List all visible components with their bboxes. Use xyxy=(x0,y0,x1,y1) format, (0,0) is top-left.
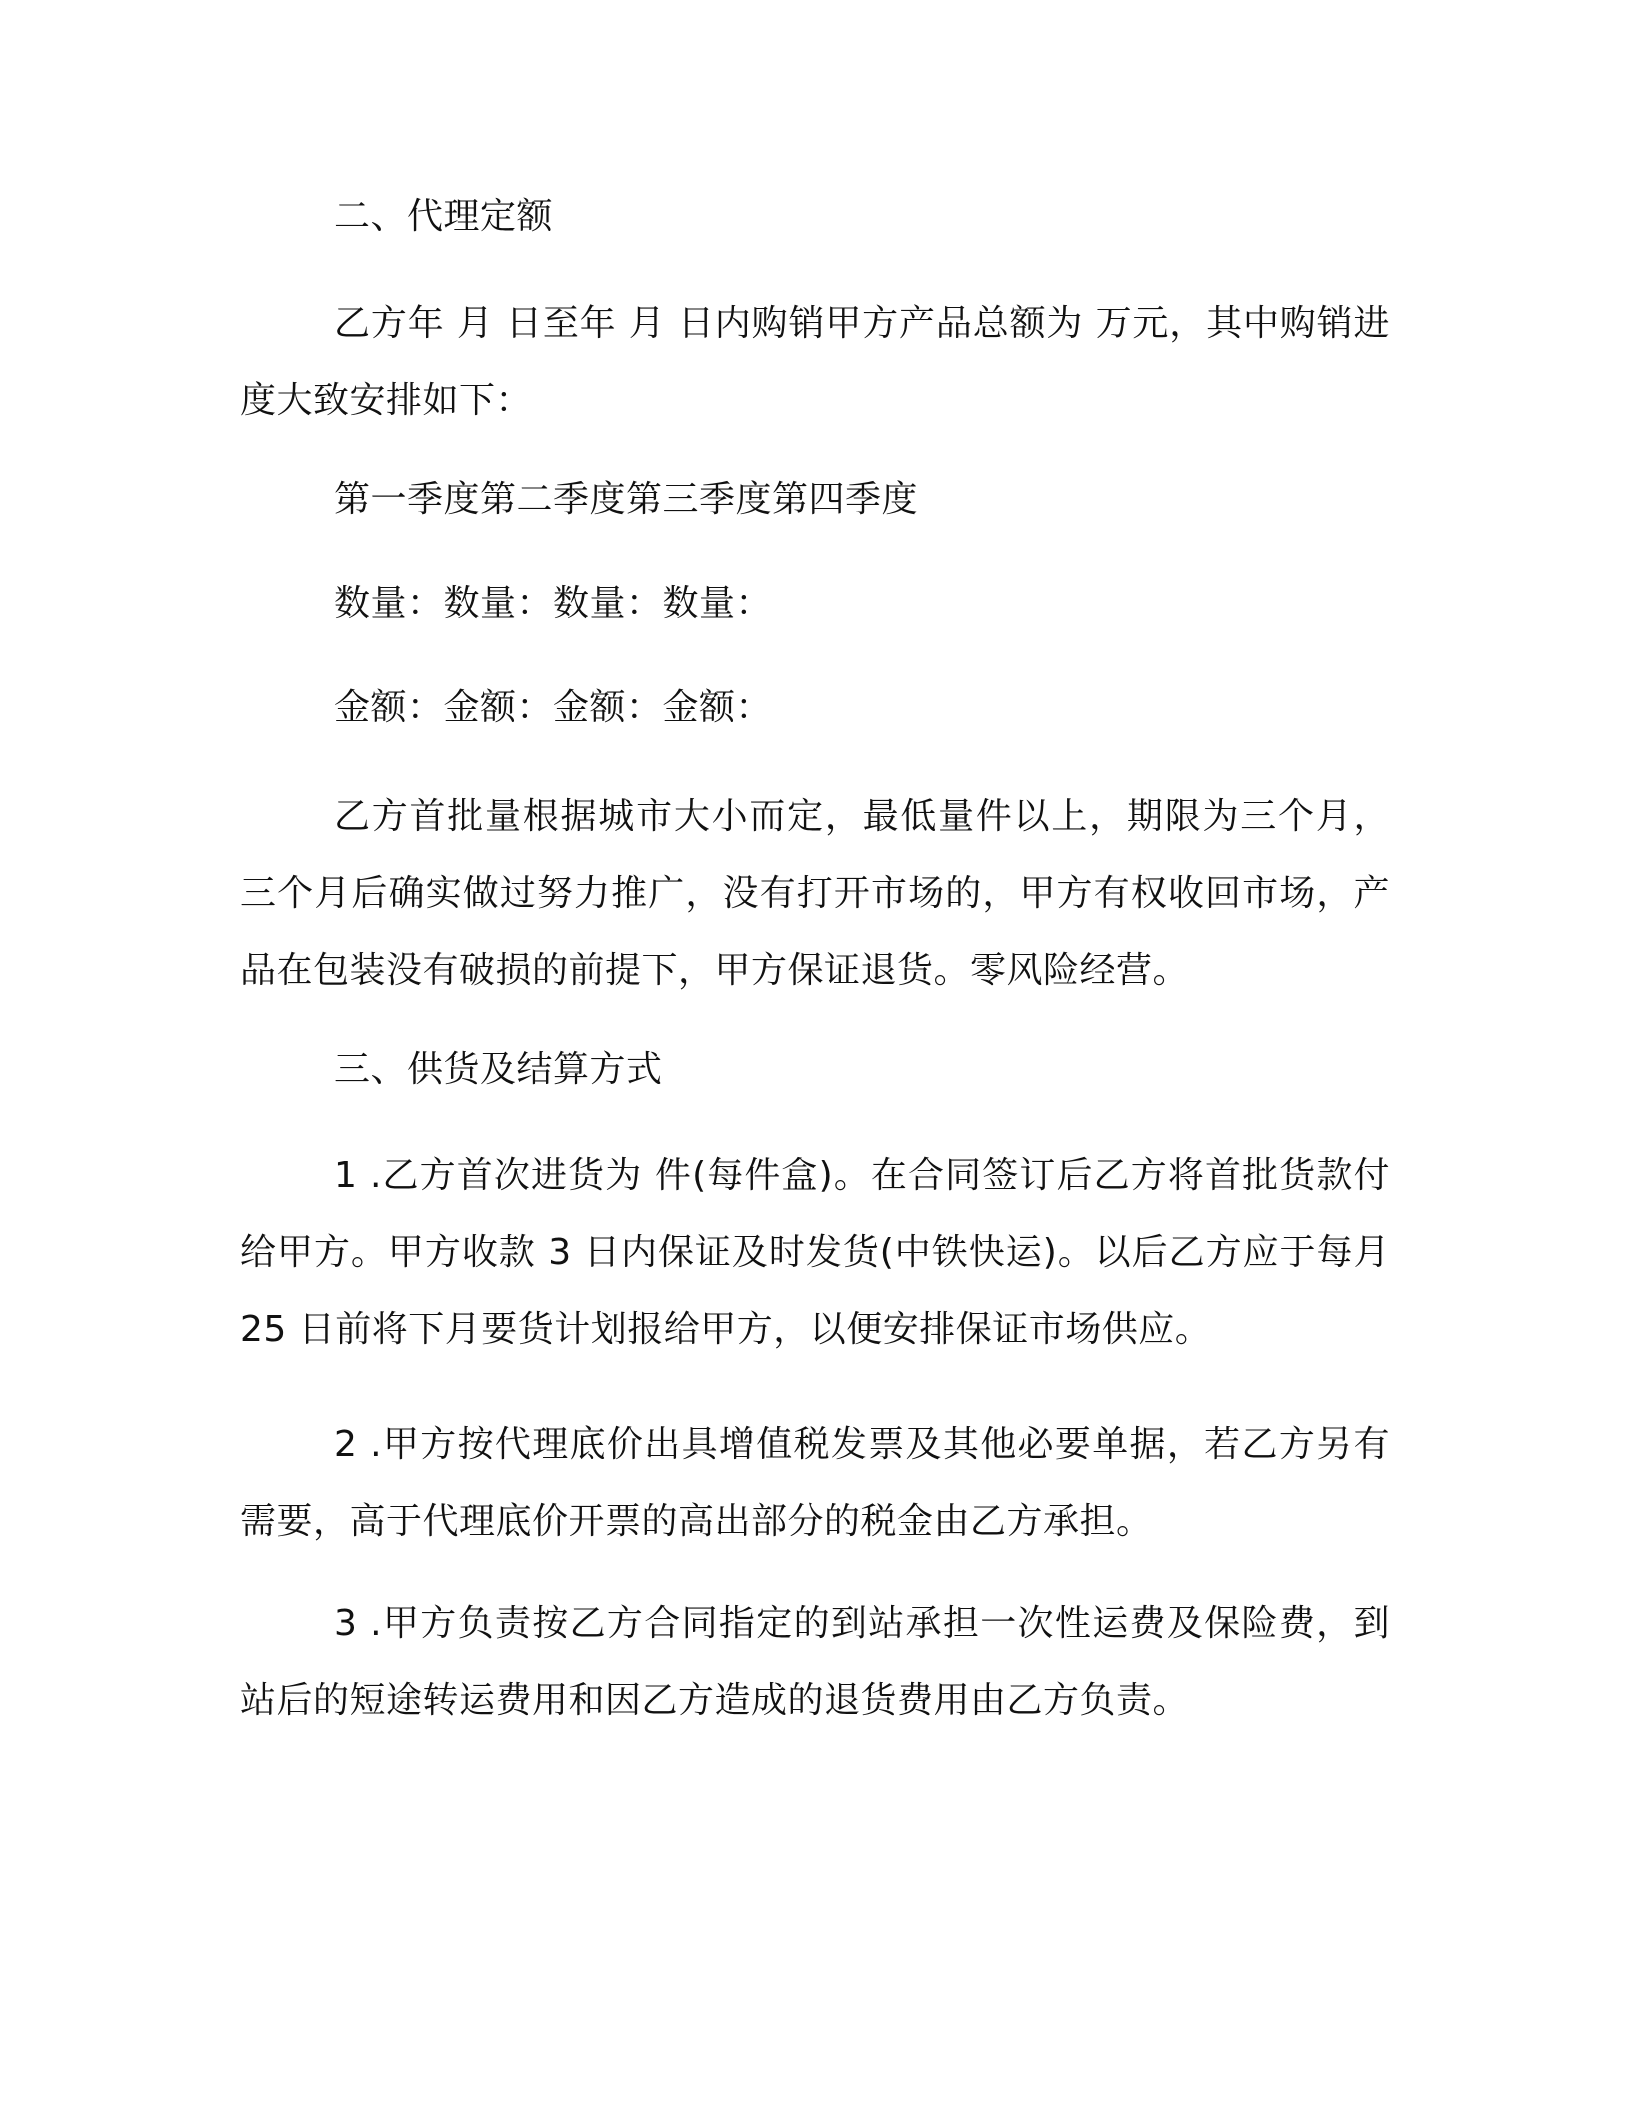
section-3-heading: 三、供货及结算方式 xyxy=(334,1049,663,1090)
section-2-paragraph-quota: 乙方年 月 日至年 月 日内购销甲方产品总额为 万元，其中购销进度大致安排如下： xyxy=(240,303,1390,421)
amount-row: 金额：金额：金额：金额： xyxy=(334,687,773,728)
section-3-item-1: 1 .乙方首次进货为 件(每件盒)。在合同签订后乙方将首批货款付给甲方。甲方收款 3 日内保证及时发货(中铁快运)。以后乙方应于每月 25 日前将下月要货计划报给甲方，以便安排保证市场供应。 xyxy=(240,1155,1390,1350)
section-3-item-2: 2 .甲方按代理底价出具增值税发票及其他必要单据，若乙方另有需要，高于代理底价开票的高出部分的税金由乙方承担。 xyxy=(240,1424,1390,1542)
quarters-row: 第一季度第二季度第三季度第四季度 xyxy=(334,479,919,520)
quantity-row: 数量：数量：数量：数量： xyxy=(334,583,773,624)
section-3-item-3: 3 .甲方负责按乙方合同指定的到站承担一次性运费及保险费，到站后的短途转运费用和因乙方造成的退货费用由乙方负责。 xyxy=(240,1603,1390,1721)
section-2-heading: 二、代理定额 xyxy=(334,196,554,237)
section-2-paragraph-first-batch: 乙方首批量根据城市大小而定，最低量件以上，期限为三个月，三个月后确实做过努力推广，没有打开市场的，甲方有权收回市场，产品在包装没有破损的前提下，甲方保证退货。零风险经营。 xyxy=(240,796,1390,991)
